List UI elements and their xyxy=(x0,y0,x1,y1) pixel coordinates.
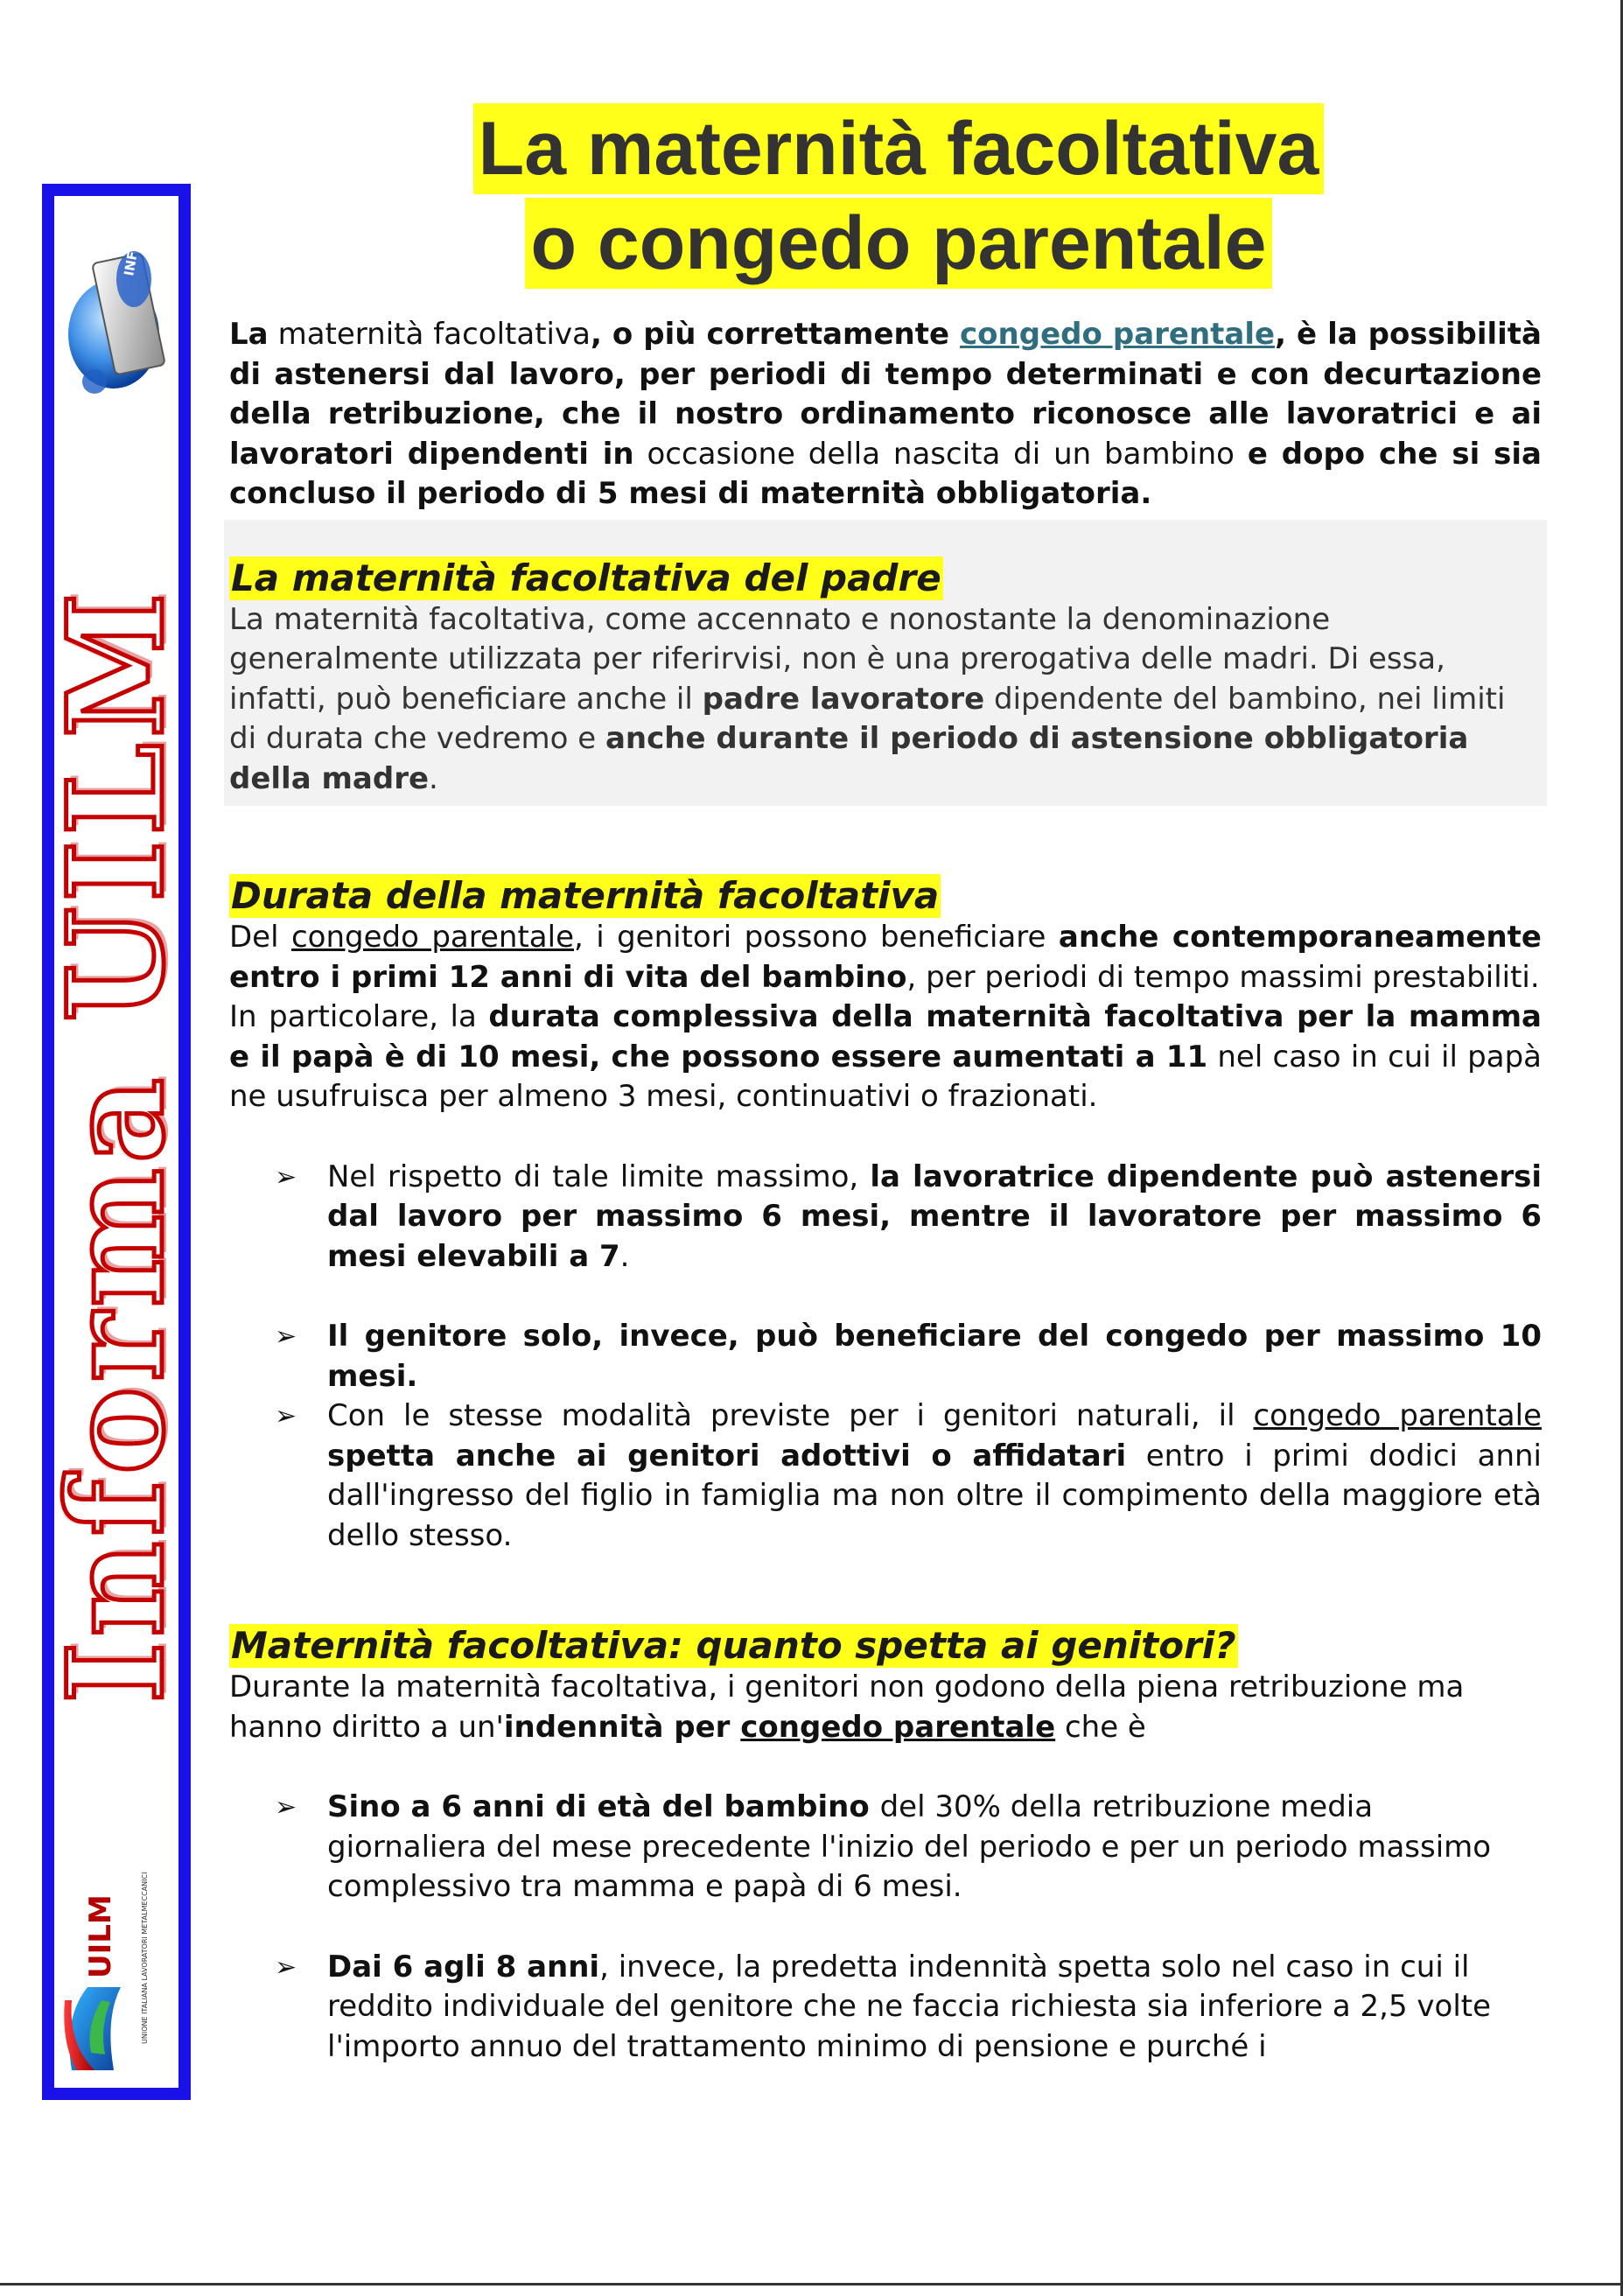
durata-paragraph-2 xyxy=(229,998,1542,1117)
informa-uilm-banner xyxy=(39,184,193,2100)
page-border-bottom xyxy=(0,2283,1623,2286)
page-title xyxy=(255,103,1542,289)
bullet-text: del 30% della retribuzione media giornaliera del mese precedente l'inizio del periodo e per un periodo massimo complessivo tra mamma e papà di 6 mesi. xyxy=(327,1789,1492,1904)
uilm-logo xyxy=(59,1782,182,2079)
bullet-text: entro i primi dodici anni dall'ingresso del figlio in famiglia ma non oltre il compimento della maggiore età dello stesso. xyxy=(327,1438,1542,1553)
durata-text: nel caso in cui il papà ne usufruisca per almeno 3 mesi, continuativi o frazionati. xyxy=(229,1039,1542,1114)
bullet-text: Con le stesse modalità previste per i genitori naturali, il xyxy=(327,1398,1254,1433)
list-item xyxy=(229,1788,1542,1908)
arrow-bullet-icon: ➢ xyxy=(275,1401,297,1432)
durata-bullet-list xyxy=(229,1158,1542,1557)
intro-paragraph xyxy=(229,315,1542,514)
quanto-paragraph xyxy=(229,1668,1542,1747)
durata-text: anche contemporaneamente entro i primi 12 anni di vita del bambino xyxy=(229,920,1542,995)
durata-text: Del xyxy=(229,920,291,955)
uilm-logo-subtitle: UNIONE ITALIANA LAVORATORI METALMECCANICI xyxy=(141,1872,149,2044)
padre-section xyxy=(224,520,1547,807)
document-content xyxy=(229,103,1542,2067)
quanto-bullet-list xyxy=(229,1788,1542,2067)
durata-section xyxy=(229,874,1542,1556)
list-item xyxy=(229,1317,1542,1396)
quanto-text: che è xyxy=(1055,1709,1146,1745)
uilm-logo-text: UILM xyxy=(83,1894,118,1978)
bullet-text: Il genitore solo, invece, può beneficiare del congedo per massimo 10 mesi. xyxy=(327,1319,1542,1394)
intro-text: La xyxy=(229,317,269,352)
title-line-1: La maternità facoltativa xyxy=(473,103,1325,194)
quanto-section xyxy=(229,1624,1542,2067)
arrow-bullet-icon: ➢ xyxy=(275,1951,297,1983)
quanto-heading: Maternità facoltativa: quanto spetta ai genitori? xyxy=(231,1624,1236,1667)
durata-paragraph-1 xyxy=(229,918,1542,998)
intro-text: maternità facoltativa xyxy=(268,317,591,352)
durata-heading: Durata della maternità facoltativa xyxy=(231,874,940,917)
banner-inner xyxy=(39,196,193,2088)
bullet-text: . xyxy=(619,1238,630,1274)
intro-text: e dopo che si sia concluso il periodo di 5 mesi di maternità obbligatoria. xyxy=(229,436,1542,511)
intro-text: occasione della nascita di un bambino xyxy=(633,436,1248,472)
congedo-parentale-link[interactable]: congedo parentale xyxy=(960,317,1276,352)
list-item xyxy=(229,1396,1542,1556)
congedo-parentale-link[interactable]: congedo parentale xyxy=(290,920,574,955)
durata-text: durata complessiva della maternità facoltativa per la mamma e il papà è di 10 mesi, che possono essere aumentati a 11 xyxy=(229,999,1542,1074)
arrow-bullet-icon: ➢ xyxy=(275,1321,297,1352)
list-item xyxy=(229,1158,1542,1278)
bullet-text: Nel rispetto di tale limite massimo, xyxy=(327,1158,871,1194)
bullet-text: la lavoratrice dipendente può astenersi dal lavoro per massimo 6 mesi, mentre il lavoratore per massimo 6 mesi elevabili a 7 xyxy=(327,1158,1542,1274)
durata-text: In particolare, la xyxy=(229,999,489,1034)
intro-text: , è la possibilità di astenersi dal lavoro, per periodi di tempo determinati e con decurtazione della retribuzione, che il nostro ordinamento riconosce alle lavoratrici e ai lavoratori dipendenti in xyxy=(229,317,1542,472)
durata-text: , per periodi di tempo massimi prestabiliti. xyxy=(906,959,1540,995)
bullet-text: spetta anche ai genitori adottivi o affidatari xyxy=(327,1438,1127,1474)
quanto-text: indennità per xyxy=(503,1709,741,1745)
padre-text: La maternità facoltativa, come accennato e nonostante la denominazione generalmente utilizzata per riferirvisi, non è una prerogativa delle madri. Di essa, infatti, può beneficiare anche il xyxy=(229,601,1445,717)
bullet-text: Dai 6 agli 8 anni xyxy=(327,1949,600,1984)
padre-text: padre lavoratore xyxy=(702,681,985,717)
padre-text: . xyxy=(429,760,438,796)
banner-title: Informa UILM xyxy=(39,587,193,1704)
arrow-bullet-icon: ➢ xyxy=(275,1792,297,1823)
padre-paragraph xyxy=(229,600,1542,800)
padre-heading: La maternità facoltativa del padre xyxy=(231,556,941,599)
list-item xyxy=(229,1948,1542,2068)
padre-text: anche durante il periodo di astensione obbligatoria della madre xyxy=(229,721,1469,796)
arrow-bullet-icon: ➢ xyxy=(275,1161,297,1193)
congedo-parentale-link[interactable]: congedo parentale xyxy=(1253,1398,1542,1433)
info-badge-text: INFO xyxy=(121,239,143,277)
congedo-parentale-link[interactable]: congedo parentale xyxy=(740,1709,1056,1745)
quanto-text: Durante la maternità facoltativa, i genitori non godono della piena retribuzione ma hanno diritto a un' xyxy=(229,1670,1465,1745)
durata-text: , i genitori possono beneficiare xyxy=(573,920,1059,955)
bullet-text: Sino a 6 anni di età del bambino xyxy=(327,1789,880,1824)
bullet-text: , invece, la predetta indennità spetta solo nel caso in cui il reddito individuale del genitore che ne faccia richiesta sia inferiore a 2,5 volte l'importo annuo del trattamento minimo di pensione e purché i xyxy=(327,1949,1492,2064)
title-line-2: o congedo parentale xyxy=(525,198,1271,289)
padre-text: dipendente del bambino, nei limiti di durata che vedremo e xyxy=(229,681,1506,756)
info-globe-icon xyxy=(59,231,182,406)
intro-text: , o più correttamente xyxy=(590,317,961,352)
